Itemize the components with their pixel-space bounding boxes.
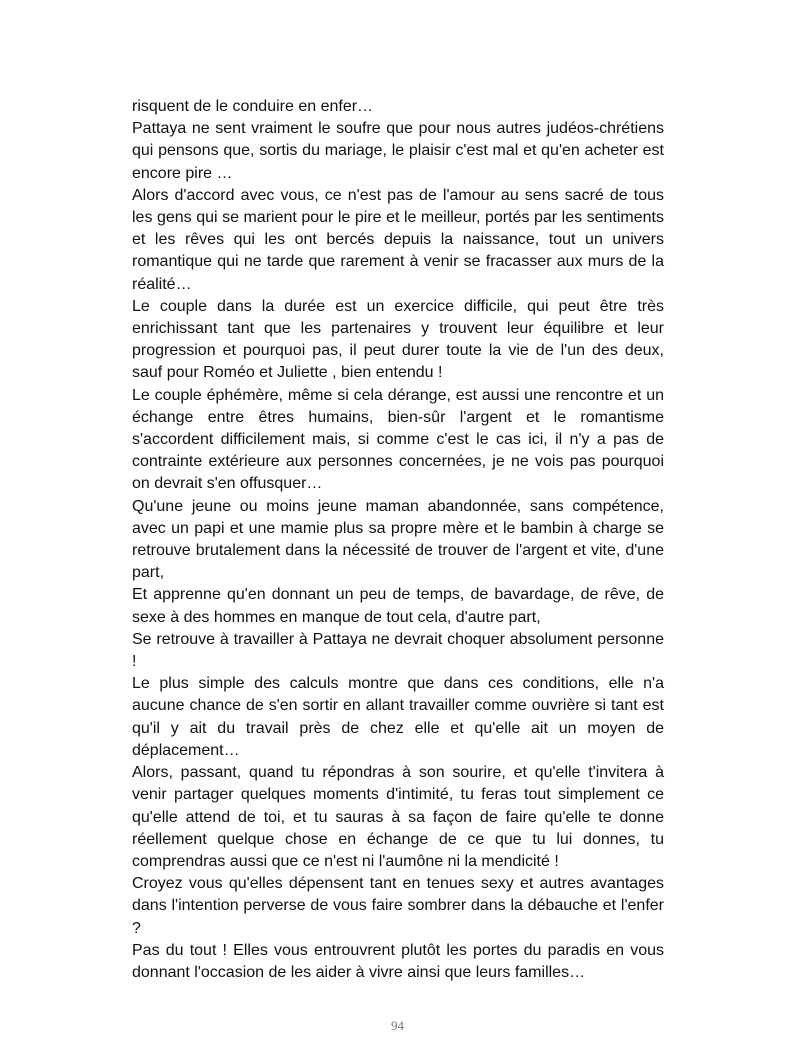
paragraph-11: Croyez vous qu'elles dépensent tant en tenues sexy et autres avantages dans l'intention perverse de vous faire sombrer dans la débauche et l'enfer ? [132, 875, 664, 937]
paragraph-8: Se retrouve à travailler à Pattaya ne devrait choquer absolument personne ! [132, 630, 664, 671]
paragraph-3: Alors d'accord avec vous, ce n'est pas de l'amour au sens sacré de tous les gens qui se marient pour le pire et le meilleur, portés par les sentiments et les rêves qui les ont bercés depuis la naissance, tout un univers romantique qui ne tarde que rarement à venir se fracasser aux murs de la réalité… [132, 186, 664, 293]
paragraph-9: Le plus simple des calculs montre que dans ces conditions, elle n'a aucune chance de s'en sortir en allant travailler comme ouvrière si tant est qu'il y ait du travail près de chez elle et qu'elle ait un moyen de déplacement… [132, 675, 664, 759]
paragraph-2: Pattaya ne sent vraiment le soufre que pour nous autres judéos-chrétiens qui pensons que, sortis du mariage, le plaisir c'est mal et qu'en acheter est encore pire … [132, 120, 664, 182]
paragraph-6: Qu'une jeune ou moins jeune maman abandonnée, sans compétence, avec un papi et une mamie plus sa propre mère et le bambin à charge se retrouve brutalement dans la nécessité de trouver de l'argent et vite, d'une part, [132, 497, 664, 582]
paragraph-7: Et apprenne qu'en donnant un peu de temps, de bavardage, de rêve, de sexe à des hommes en manque de tout cela, d'autre part, [132, 586, 664, 626]
paragraph-1: risquent de le conduire en enfer… [132, 98, 374, 115]
paragraph-12: Pas du tout ! Elles vous entrouvrent plutôt les portes du paradis en vous donnant l'occasion de les aider à vivre ainsi que leurs familles… [132, 941, 664, 981]
paragraph-5: Le couple éphémère, même si cela dérange, est aussi une rencontre et un échange entre êtres humains, bien-sûr l'argent et le romantisme s'accordent difficilement mais, si comme c'est le cas ici, il n'y a pas de contrainte extérieure aux personnes concernées, je ne vois pas pourquoi on devrait s'en offusquer… [132, 386, 664, 493]
paragraph-10: Alors, passant, quand tu répondras à son sourire, et qu'elle t'invitera à venir partager quelques moments d'intimité, tu feras tout simplement ce qu'elle attend de toi, et tu sauras à sa façon de faire qu'elle te donne réellement quelque chose en échange de ce que tu lui donnes, tu comprendras aussi que ce n'est ni l'aumône ni la mendicité ! [132, 764, 664, 870]
body-text [132, 96, 664, 984]
page-number: 94 [391, 1018, 404, 1033]
paragraph-4: Le couple dans la durée est un exercice difficile, qui peut être très enrichissant tant que les partenaires y trouvent leur équilibre et leur progression et pourquoi pas, il peut durer toute la vie de l'un des deux, sauf pour Roméo et Juliette , bien entendu ! [132, 297, 664, 382]
